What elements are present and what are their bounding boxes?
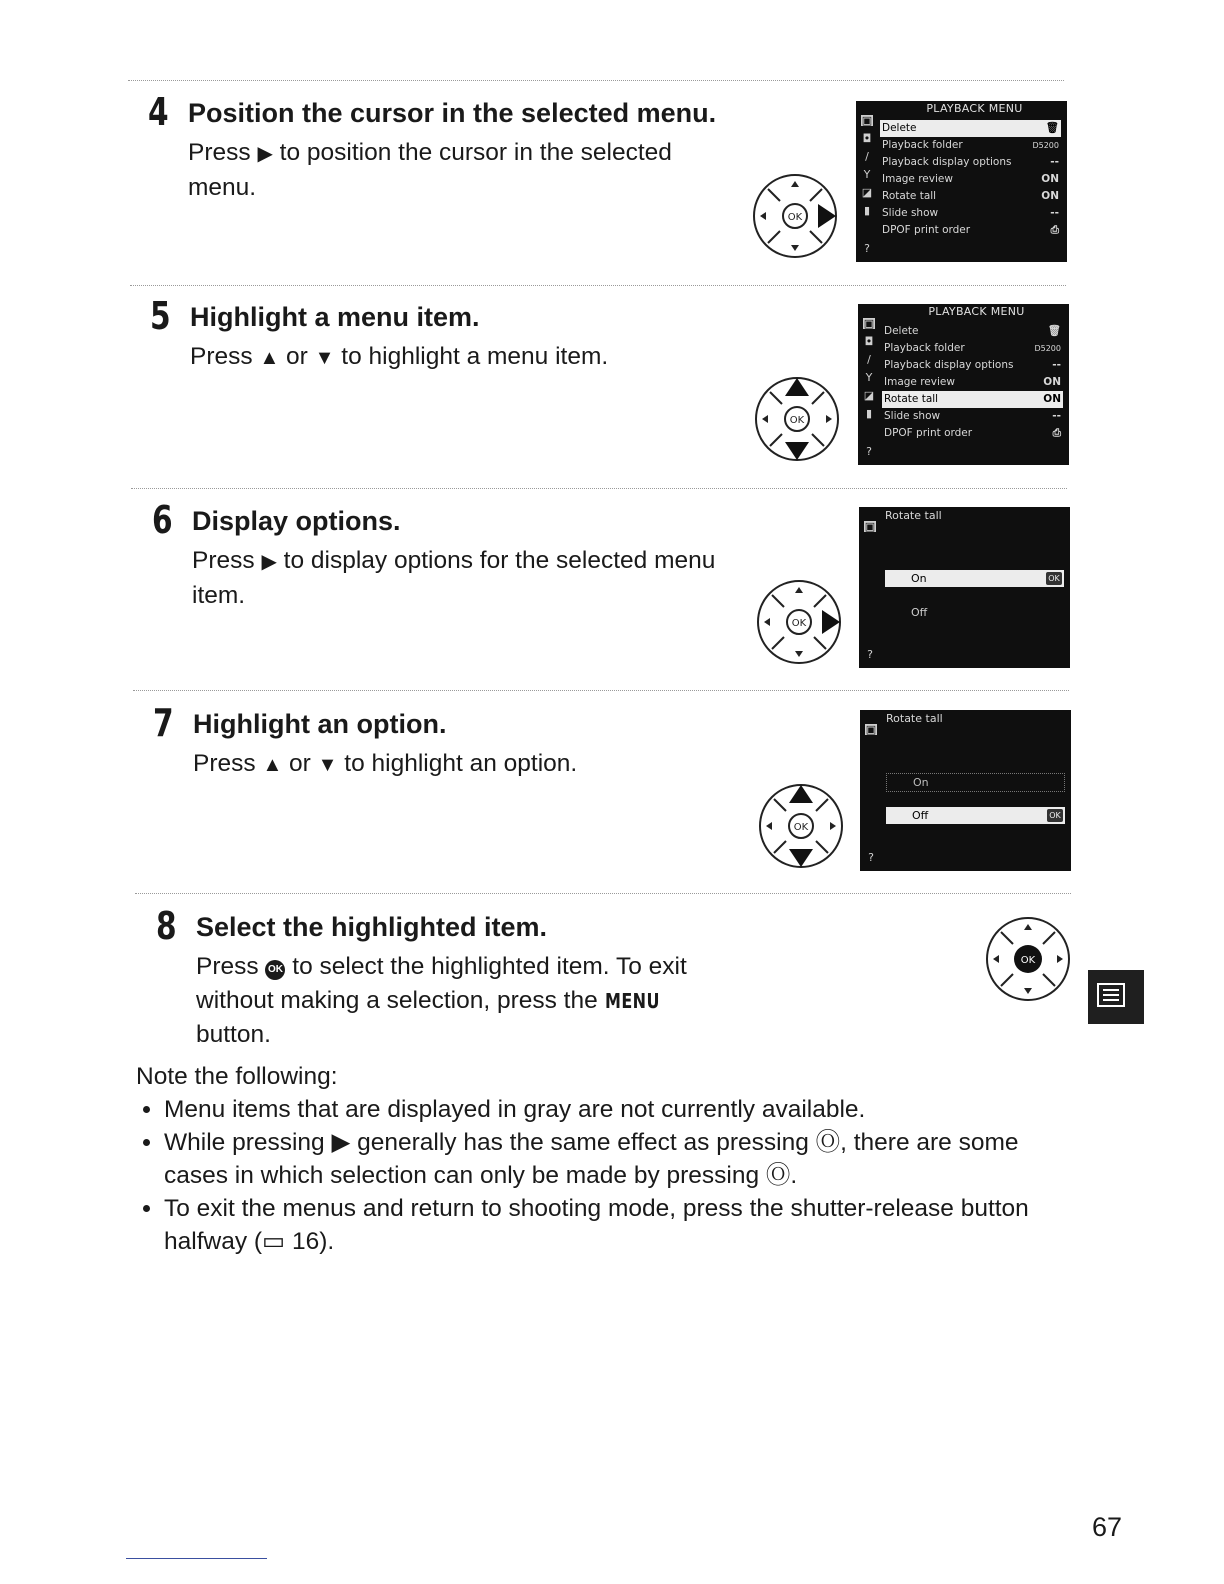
section-divider (130, 285, 1066, 286)
option-off[interactable]: Off OK (886, 807, 1065, 824)
retouch-tab-icon: ◪ (861, 186, 873, 199)
rotate-tall-screen (859, 507, 1070, 668)
ok-label: OK (1020, 955, 1036, 966)
footer-rule (126, 1558, 267, 1559)
setup-tab-icon: Y (865, 371, 873, 384)
recent-tab-icon: ▮ (865, 407, 873, 420)
step-body: Press OK to select the highlighted item. To exit without making a selection, press the MENU button. (196, 953, 687, 1048)
step-title: Display options. (192, 506, 401, 536)
menu-item-slide-show[interactable]: Slide show -- (882, 207, 1059, 219)
help-icon: ? (864, 242, 870, 255)
rotate-tall-screen (860, 710, 1071, 871)
ok-label: OK (793, 822, 809, 833)
menu-tab-rail (860, 710, 882, 871)
menu-tab-rail (859, 507, 881, 668)
step-8 (156, 906, 776, 1046)
menu-title: PLAYBACK MENU (928, 305, 1025, 318)
section-divider (133, 690, 1069, 691)
notes-section (136, 1060, 1076, 1258)
help-icon: ? (866, 445, 872, 458)
playback-tab-icon: ▣ (864, 520, 876, 533)
playback-menu-screen (856, 101, 1067, 262)
down-arrow-icon: ▼ (314, 347, 335, 369)
camera-tab-icon: ◘ (864, 335, 874, 348)
step-title: Highlight an option. (193, 709, 447, 739)
note-item: • While pressing ▶ generally has the same effect as pressing Ⓞ, there are some cases in which selection can only be made by pressing Ⓞ. (164, 1126, 1076, 1192)
help-icon: ? (868, 851, 874, 864)
step-number: 4 (148, 90, 169, 134)
multi-selector-up-down-icon (758, 783, 844, 869)
multi-selector-up-down-icon (754, 376, 840, 462)
step-number: 5 (150, 294, 171, 338)
playback-menu-screen (858, 304, 1069, 465)
menu-title: PLAYBACK MENU (926, 102, 1023, 115)
ok-badge-icon: OK (1046, 572, 1062, 585)
step-number: 7 (153, 701, 174, 745)
menu-item-dpof[interactable]: DPOF print order ⎙ (880, 222, 1061, 239)
ok-label: OK (791, 618, 807, 629)
menu-item-display-options[interactable]: Playback display options -- (884, 359, 1061, 371)
note-item: • To exit the menus and return to shooting mode, press the shutter-release button halfway (▭ 16). (164, 1192, 1076, 1258)
notes-intro: Note the following: (136, 1063, 338, 1090)
menu-item-delete[interactable]: Delete 🗑 (880, 120, 1061, 137)
menu-item-slide-show[interactable]: Slide show -- (884, 410, 1061, 422)
menu-guide-icon (1088, 970, 1144, 1024)
ok-badge-icon: OK (1047, 809, 1063, 822)
step-body: Press ▲ or ▼ to highlight an option. (193, 750, 578, 777)
menu-item-playback-folder[interactable]: Playback folder D5200 (882, 139, 1059, 151)
menu-tab-rail (858, 304, 880, 465)
right-arrow-icon: ▶ (261, 551, 277, 573)
step-body: Press ▲ or ▼ to highlight a menu item. (190, 343, 609, 370)
multi-selector-right-icon (756, 579, 842, 665)
right-arrow-icon: ▶ (257, 143, 273, 165)
step-6 (152, 500, 752, 630)
step-title: Position the cursor in the selected menu. (188, 98, 717, 128)
note-item: • Menu items that are displayed in gray are not currently available. (164, 1093, 1076, 1126)
option-on[interactable]: On (886, 773, 1065, 792)
up-arrow-icon: ▲ (259, 347, 280, 369)
step-4 (148, 92, 748, 222)
section-tab (1088, 970, 1144, 1024)
step-title: Highlight a menu item. (190, 302, 480, 332)
print-icon: ⎙ (1052, 427, 1061, 439)
ok-label: OK (787, 212, 803, 223)
camera-tab-icon: ◘ (862, 132, 872, 145)
print-icon: ⎙ (1050, 224, 1059, 236)
section-divider (135, 893, 1071, 894)
step-5 (150, 296, 750, 396)
menu-item-rotate-tall[interactable]: Rotate tall ON (882, 190, 1059, 202)
menu-item-image-review[interactable]: Image review ON (882, 173, 1059, 185)
section-divider (131, 488, 1067, 489)
multi-selector-ok-icon (985, 916, 1071, 1002)
multi-selector-right-icon (752, 173, 838, 259)
section-divider (128, 80, 1064, 81)
help-icon: ? (867, 648, 873, 661)
menu-item-playback-folder[interactable]: Playback folder D5200 (884, 342, 1061, 354)
step-body: Press ▶ to display options for the selected menu item. (192, 547, 716, 609)
recent-tab-icon: ▮ (863, 204, 871, 217)
menu-tab-rail (856, 101, 878, 262)
ok-button-icon: OK (265, 960, 285, 980)
option-on[interactable]: On OK (885, 570, 1064, 587)
step-body: Press ▶ to position the cursor in the selected menu. (188, 139, 672, 201)
menu-button-label: MENU (604, 989, 660, 1013)
menu-item-delete[interactable]: Delete 🗑 (882, 323, 1063, 340)
step-number: 6 (152, 498, 173, 542)
submenu-title: Rotate tall (885, 509, 942, 522)
setup-tab-icon: Y (863, 168, 871, 181)
menu-item-image-review[interactable]: Image review ON (884, 376, 1061, 388)
pencil-tab-icon: / (865, 150, 869, 163)
down-arrow-icon: ▼ (317, 754, 338, 776)
page-number: 67 (1092, 1512, 1123, 1542)
step-7 (153, 703, 753, 803)
step-number: 8 (156, 904, 177, 948)
option-off[interactable]: Off (911, 606, 928, 619)
playback-tab-icon: ▣ (861, 114, 873, 127)
ok-label: OK (789, 415, 805, 426)
menu-item-rotate-tall[interactable]: Rotate tall ON (882, 391, 1063, 408)
pencil-tab-icon: / (867, 353, 871, 366)
trash-icon: 🗑 (1047, 325, 1061, 337)
menu-item-display-options[interactable]: Playback display options -- (882, 156, 1059, 168)
retouch-tab-icon: ◪ (863, 389, 875, 402)
step-title: Select the highlighted item. (196, 912, 548, 942)
trash-icon: 🗑 (1045, 122, 1059, 134)
up-arrow-icon: ▲ (262, 754, 283, 776)
playback-tab-icon: ▣ (865, 723, 877, 736)
notes-list (136, 1093, 1076, 1258)
submenu-title: Rotate tall (886, 712, 943, 725)
menu-item-dpof[interactable]: DPOF print order ⎙ (882, 425, 1063, 442)
playback-tab-icon: ▣ (863, 317, 875, 330)
